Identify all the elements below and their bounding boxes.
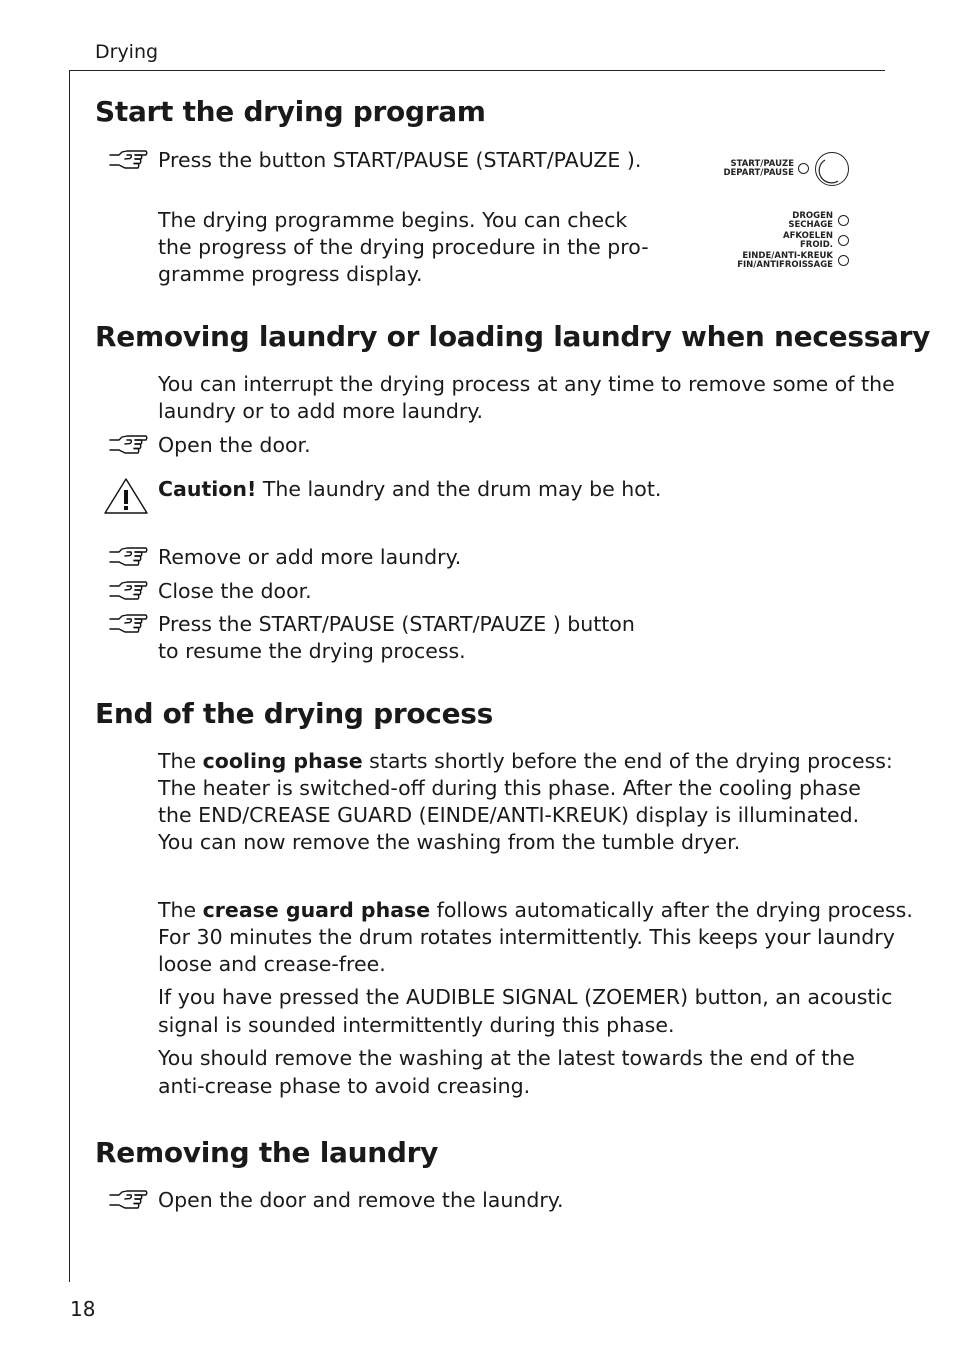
step-open-door: Open the door. bbox=[158, 433, 311, 457]
audible-line-2: signal is sounded intermittently during this phase. bbox=[158, 1013, 675, 1037]
remove-advice-line-2: anti-crease phase to avoid creasing. bbox=[158, 1074, 531, 1098]
step-press-resume-1: Press the START/PAUSE (START/PAUZE ) button bbox=[158, 612, 635, 636]
caution-text: The laundry and the drum may be hot. bbox=[256, 477, 662, 501]
cooling-led-indicator bbox=[838, 235, 849, 246]
hand-pointer-icon bbox=[108, 433, 148, 457]
start-led-indicator bbox=[798, 163, 809, 174]
step-press-start: Press the button START/PAUSE (START/PAUZE ). bbox=[158, 148, 642, 172]
hand-pointer-icon bbox=[108, 1188, 148, 1212]
page-number: 18 bbox=[70, 1297, 96, 1321]
knob-arc-icon bbox=[816, 153, 848, 185]
section-title-start: Start the drying program bbox=[95, 95, 486, 128]
warning-triangle-icon bbox=[103, 477, 149, 515]
crease-phase-line-3: loose and crease-free. bbox=[158, 952, 386, 976]
step-open-remove: Open the door and remove the laundry. bbox=[158, 1188, 564, 1212]
caution-label: Caution! bbox=[158, 477, 257, 501]
drying-led-indicator bbox=[838, 215, 849, 226]
cooling-phase-line-3: the END/CREASE GUARD (EINDE/ANTI-KREUK) display is illuminated. bbox=[158, 803, 860, 827]
step-close-door: Close the door. bbox=[158, 579, 312, 603]
cooling-phase-line-2: The heater is switched-off during this phase. After the cooling phase bbox=[158, 776, 861, 800]
start-pause-label: START/PAUZE DEPART/PAUSE bbox=[723, 159, 794, 178]
step-press-resume-2: to resume the drying process. bbox=[158, 639, 466, 663]
section-title-end: End of the drying process bbox=[95, 697, 494, 730]
crease-phase-line-1: The crease guard phase follows automatically after the drying process. bbox=[158, 898, 913, 922]
section-title-removing: Removing laundry or loading laundry when necessary bbox=[95, 320, 931, 353]
drying-label: DROGEN SECHAGE bbox=[788, 211, 833, 230]
end-anticrease-label: EINDE/ANTI-KREUK FIN/ANTIFROISSAGE bbox=[737, 251, 833, 270]
progress-line-3: gramme progress display. bbox=[158, 262, 423, 286]
step-remove-add: Remove or add more laundry. bbox=[158, 545, 462, 569]
hand-pointer-icon bbox=[108, 545, 148, 569]
header-rule bbox=[69, 70, 885, 71]
crease-phase-line-2: For 30 minutes the drum rotates intermittently. This keeps your laundry bbox=[158, 925, 895, 949]
progress-line-1: The drying programme begins. You can check bbox=[158, 208, 628, 232]
cooling-phase-line-1: The cooling phase starts shortly before the end of the drying process: bbox=[158, 749, 893, 773]
running-header: Drying bbox=[95, 41, 159, 63]
hand-pointer-icon bbox=[108, 148, 148, 172]
section-title-removing-laundry: Removing the laundry bbox=[95, 1136, 439, 1169]
progress-line-2: the progress of the drying procedure in the pro- bbox=[158, 235, 649, 259]
cooling-label: AFKOELEN FROID. bbox=[783, 231, 833, 250]
margin-rule bbox=[69, 70, 70, 1282]
end-led-indicator bbox=[838, 255, 849, 266]
hand-pointer-icon bbox=[108, 579, 148, 603]
cooling-phase-line-4: You can now remove the washing from the tumble dryer. bbox=[158, 830, 741, 854]
start-pause-knob bbox=[815, 152, 849, 186]
intro-line-1: You can interrupt the drying process at any time to remove some of the bbox=[158, 372, 895, 396]
caution-note bbox=[158, 476, 661, 503]
audible-line-1: If you have pressed the AUDIBLE SIGNAL (ZOEMER) button, an acoustic bbox=[158, 985, 893, 1009]
hand-pointer-icon bbox=[108, 612, 148, 636]
intro-line-2: laundry or to add more laundry. bbox=[158, 399, 484, 423]
remove-advice-line-1: You should remove the washing at the latest towards the end of the bbox=[158, 1046, 855, 1070]
